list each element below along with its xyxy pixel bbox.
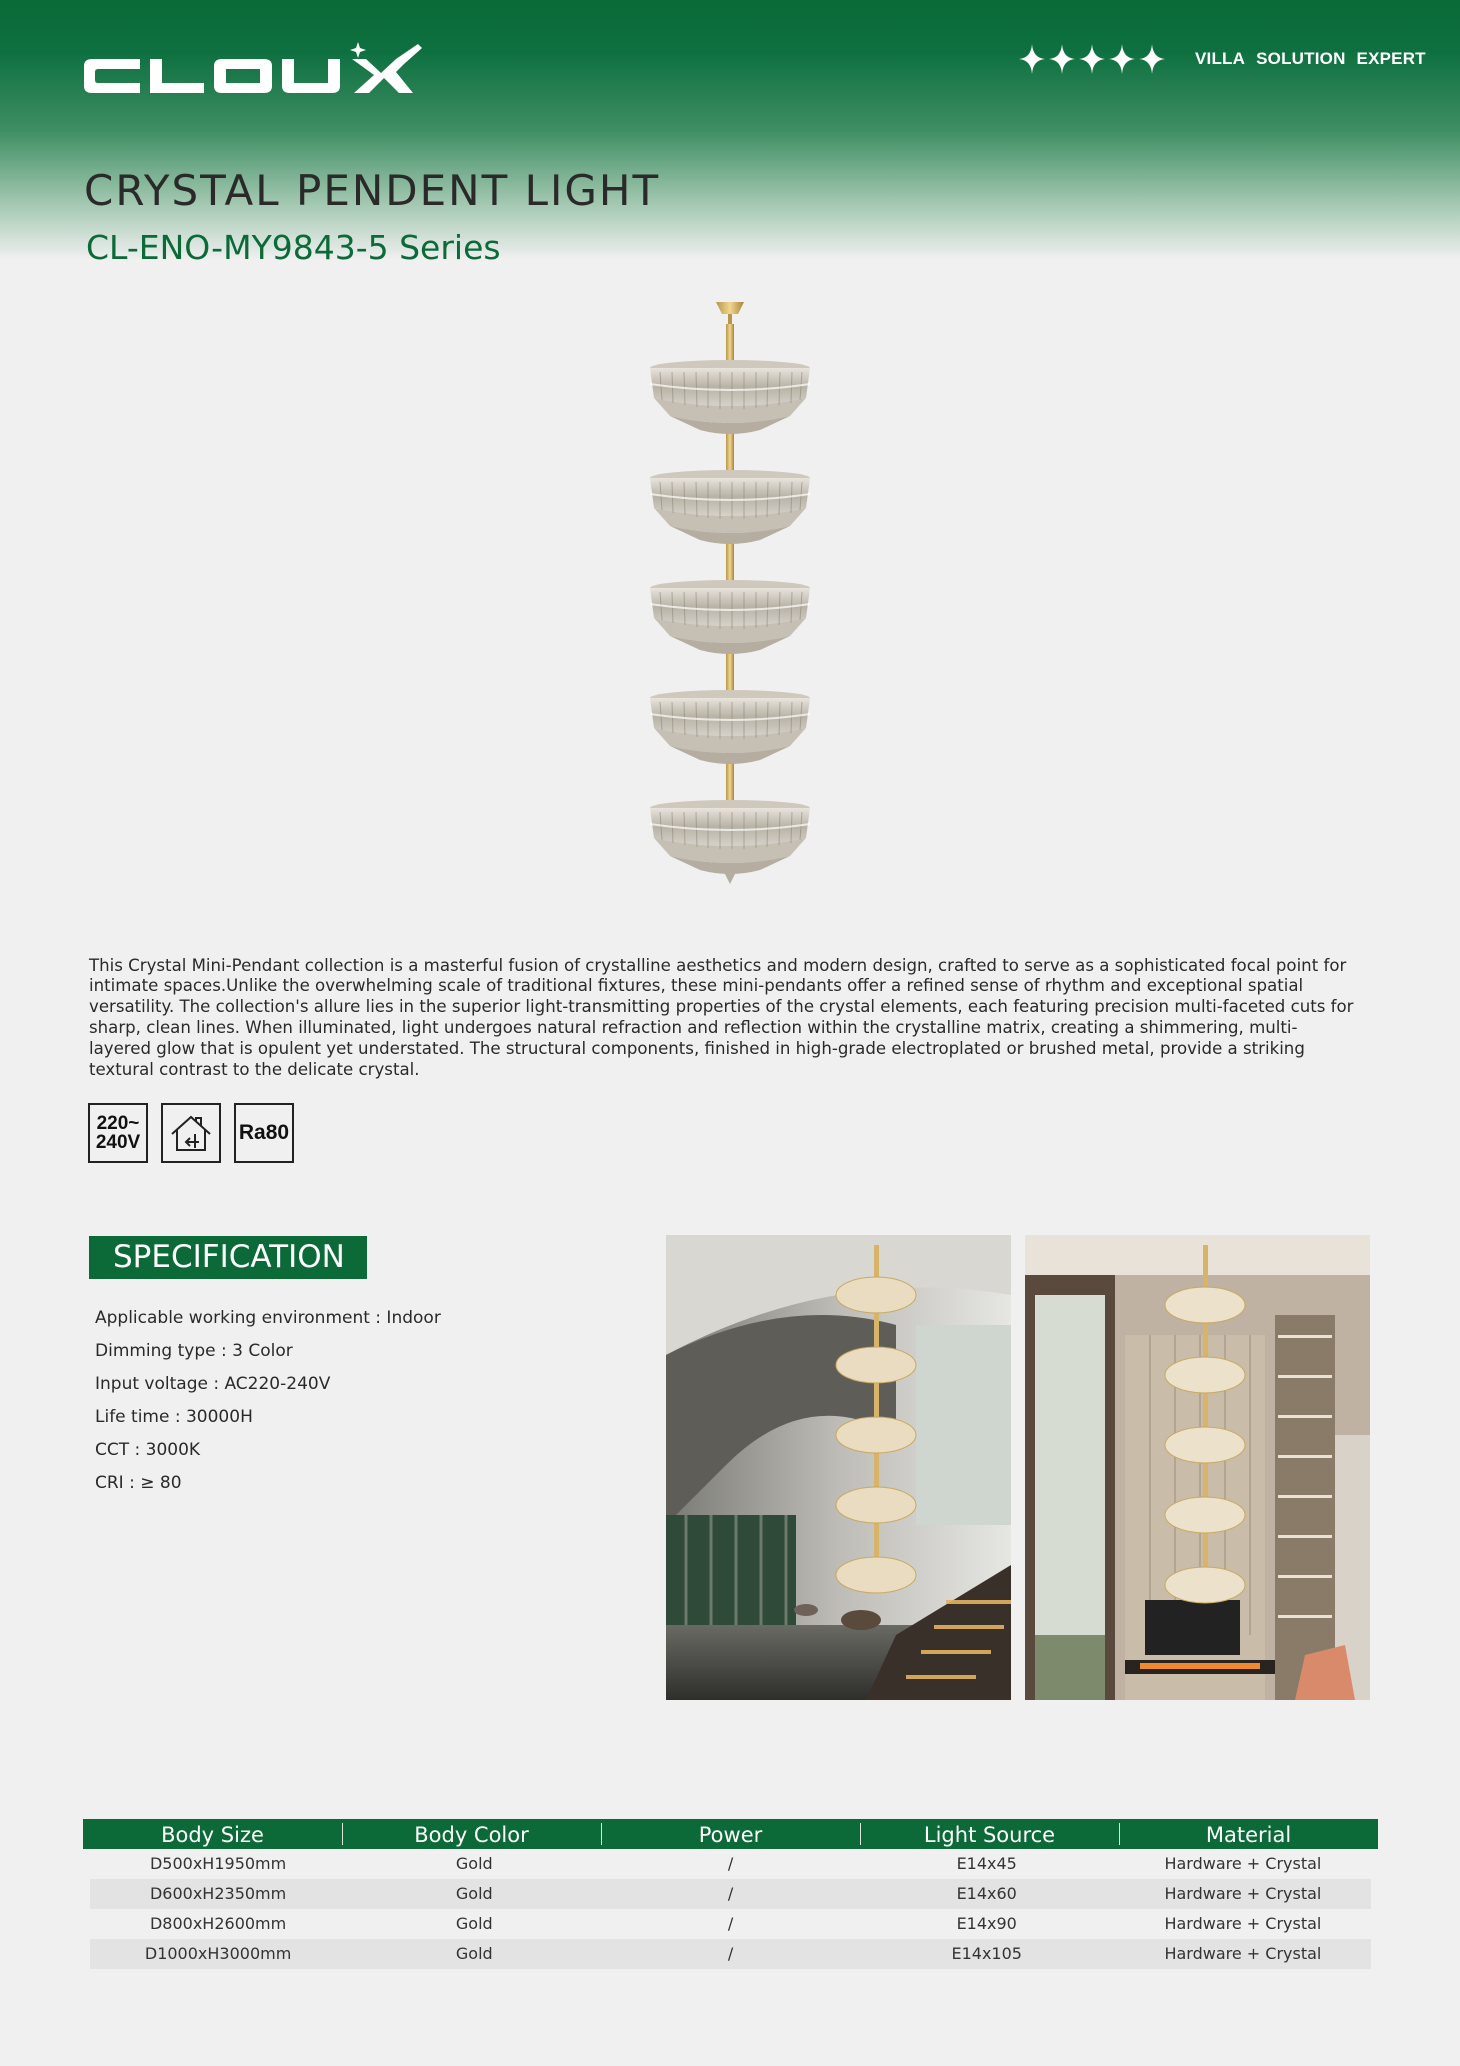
table-cell: D1000xH3000mm bbox=[144, 1944, 292, 1963]
star-icon bbox=[1138, 42, 1166, 76]
table-cell: E14x105 bbox=[951, 1944, 1022, 1963]
table-cell: E14x45 bbox=[956, 1854, 1017, 1873]
page-title: CRYSTAL PENDENT LIGHT bbox=[84, 166, 661, 215]
star-icon bbox=[1078, 42, 1106, 76]
spec-item: Life time : 30000H bbox=[95, 1407, 253, 1427]
table-header bbox=[83, 1819, 1378, 1849]
star-icon bbox=[1048, 42, 1076, 76]
voltage-line: 220~ bbox=[96, 1113, 140, 1134]
spec-item: CCT : 3000K bbox=[95, 1440, 201, 1460]
table-cell: Gold bbox=[455, 1944, 493, 1963]
star-icon bbox=[1108, 42, 1136, 76]
interior-photo-living-room bbox=[1025, 1235, 1370, 1700]
column-header: Body Size bbox=[161, 1823, 264, 1847]
table-cell: D500xH1950mm bbox=[149, 1854, 287, 1873]
tagline-word: SOLUTION bbox=[1256, 49, 1346, 68]
table-cell: Hardware + Crystal bbox=[1164, 1854, 1322, 1873]
product-variants-table bbox=[83, 1819, 1378, 1969]
cloux-logo bbox=[82, 42, 434, 107]
header-banner bbox=[0, 0, 1460, 260]
table-cell: E14x60 bbox=[956, 1884, 1017, 1903]
cri-badge: Ra80 bbox=[234, 1103, 294, 1163]
column-header: Power bbox=[601, 1819, 860, 1849]
interior-photo-staircase bbox=[666, 1235, 1011, 1700]
table-cell: Gold bbox=[455, 1854, 493, 1873]
star-icon bbox=[1018, 42, 1046, 76]
table-cell: E14x90 bbox=[956, 1914, 1017, 1933]
series-name: CL-ENO-MY9843-5 Series bbox=[86, 228, 501, 267]
feature-badges bbox=[88, 1103, 294, 1163]
table-row bbox=[90, 1939, 1371, 1969]
table-cell: / bbox=[727, 1884, 734, 1903]
indoor-house-icon bbox=[161, 1103, 221, 1163]
tagline-word: EXPERT bbox=[1356, 49, 1426, 68]
table-cell: Hardware + Crystal bbox=[1164, 1914, 1322, 1933]
table-cell: / bbox=[727, 1944, 734, 1963]
table-row bbox=[90, 1849, 1371, 1879]
specification-list bbox=[95, 1302, 441, 1500]
table-cell: Gold bbox=[455, 1884, 493, 1903]
table-cell: Hardware + Crystal bbox=[1164, 1884, 1322, 1903]
spec-item: CRI : ≥ 80 bbox=[95, 1473, 182, 1493]
table-row bbox=[90, 1879, 1371, 1909]
spec-item: Dimming type : 3 Color bbox=[95, 1341, 293, 1361]
table-cell: D600xH2350mm bbox=[149, 1884, 287, 1903]
table-cell: Gold bbox=[455, 1914, 493, 1933]
spec-item: Input voltage : AC220-240V bbox=[95, 1374, 331, 1394]
tagline bbox=[1195, 49, 1437, 69]
table-cell: D800xH2600mm bbox=[149, 1914, 287, 1933]
table-cell: Hardware + Crystal bbox=[1164, 1944, 1322, 1963]
tagline-word: VILLA bbox=[1195, 49, 1246, 68]
voltage-badge bbox=[88, 1103, 148, 1163]
product-image bbox=[640, 298, 820, 893]
voltage-line: 240V bbox=[95, 1132, 141, 1153]
column-header: Body Color bbox=[342, 1819, 601, 1849]
table-cell: / bbox=[727, 1854, 734, 1873]
product-description: This Crystal Mini-Pendant collection is a masterful fusion of crystalline aesthetics and modern design, crafted to serve as a sophisticated focal point for intimate spaces.Unlike the overwhelming scale of traditional fixtures, these mini-pendants offer a refined sense of rhythm and exceptional spatial versatility. The collection's allure lies in the superior light-transmitting properties of the crystal elements, each featuring precision multi-faceted cuts for sharp, clean lines. When illuminated, light undergoes natural refraction and reflection within the crystalline matrix, creating a shimmering, multi-layered glow that is opulent yet understated. The structural components, finished in high-grade electroplated or brushed metal, provide a striking textural contrast to the delicate crystal. bbox=[89, 955, 1354, 1079]
table-cell: / bbox=[727, 1914, 734, 1933]
rating-stars bbox=[1018, 42, 1166, 76]
table-row bbox=[90, 1909, 1371, 1939]
spec-item: Applicable working environment : Indoor bbox=[95, 1308, 441, 1328]
column-header: Light Source bbox=[860, 1819, 1119, 1849]
specification-heading: SPECIFICATION bbox=[89, 1236, 367, 1279]
column-header: Material bbox=[1119, 1819, 1378, 1849]
